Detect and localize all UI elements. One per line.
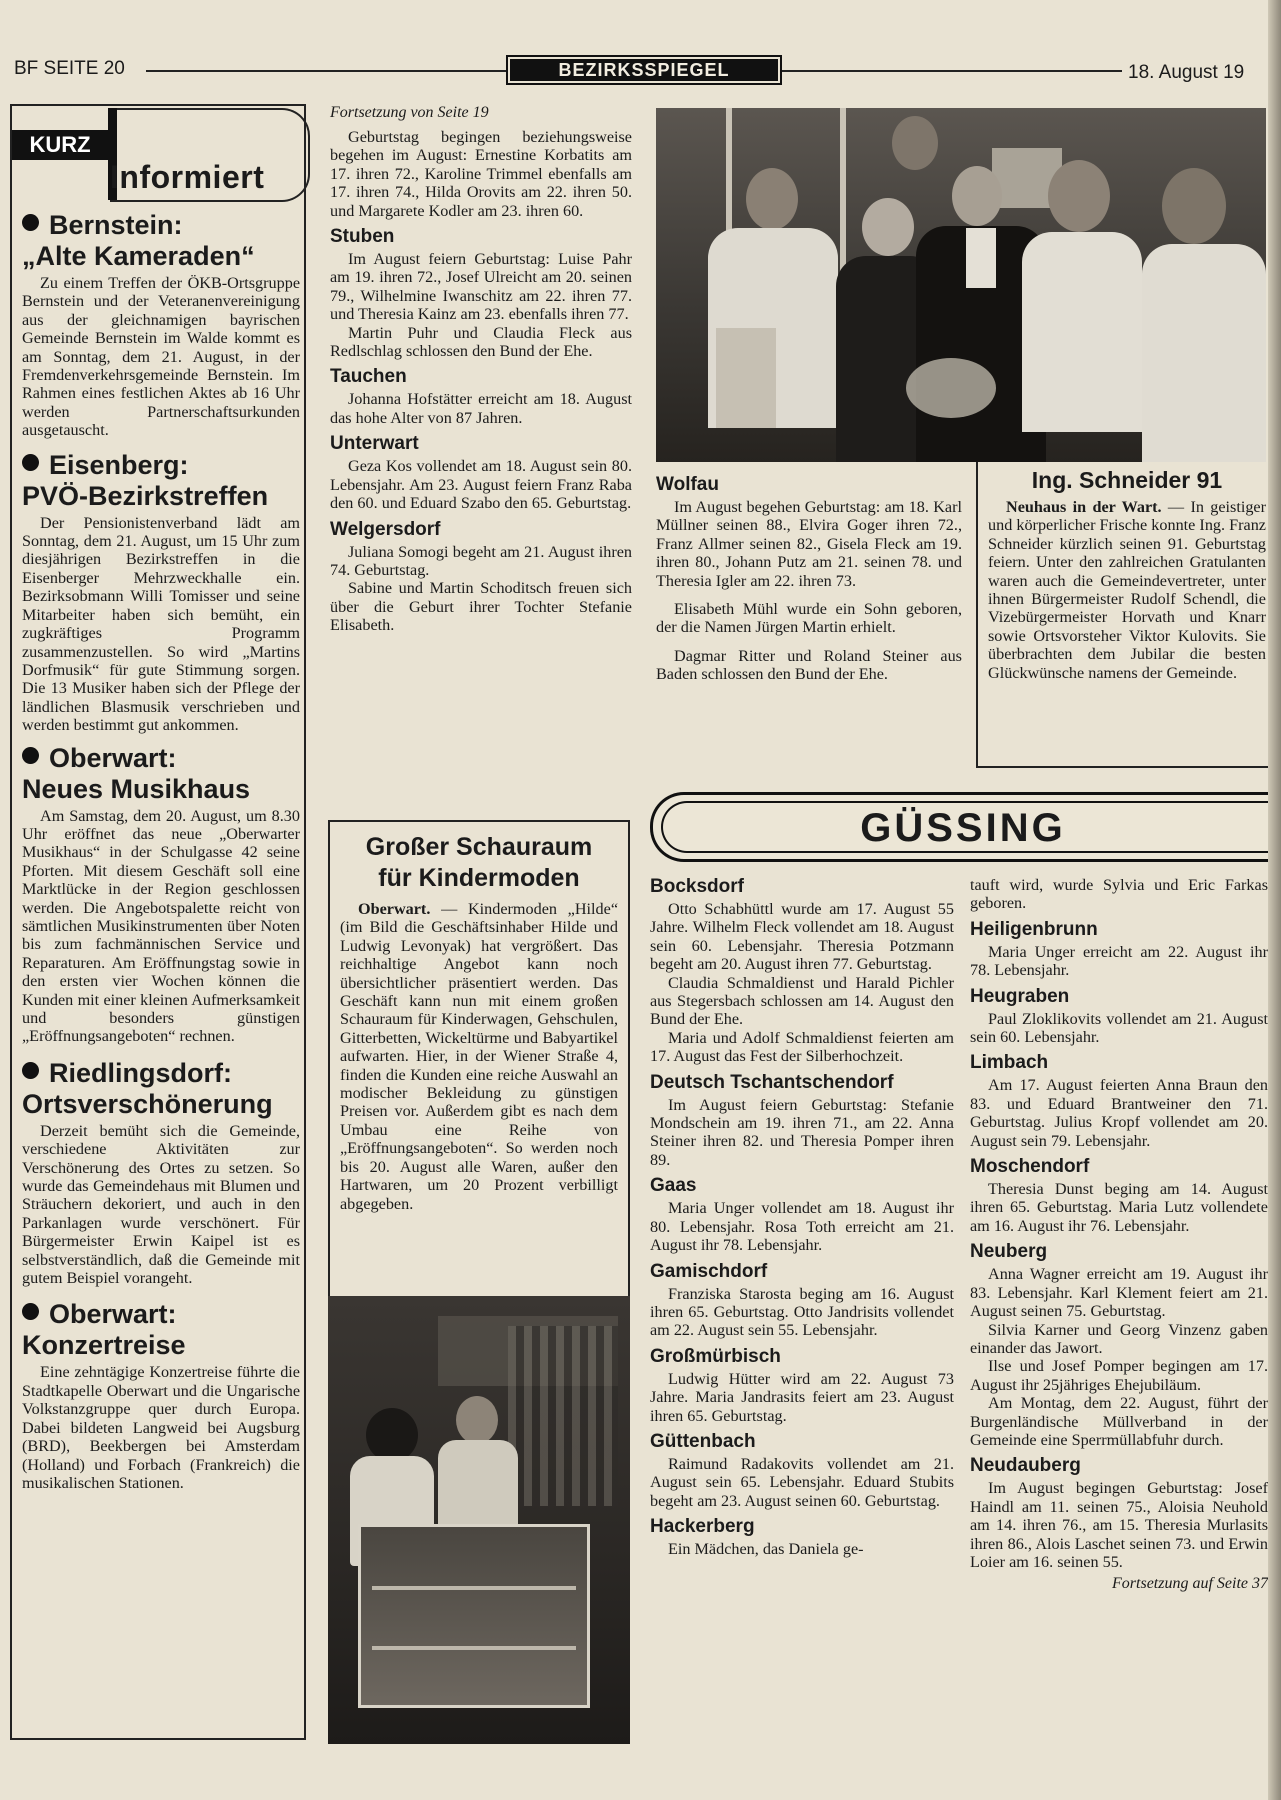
page-label: BF SEITE 20 [14,58,125,79]
photo-person-4-shirt [966,228,996,288]
kurz-header [12,108,310,202]
place-body: Ein Mädchen, das Daniela ge- [668,1540,864,1559]
schauraum-title-line-1: Großer Schauraum [365,833,593,861]
kurz-item-place: Riedlingsdorf: [49,1057,232,1088]
page-edge [1268,0,1281,1800]
kurz-items [22,206,300,1492]
section-banner [506,55,782,85]
kurz-item-body: Eine zehntägige Konzertreise führte die Stadtkapelle Oberwart und die Ungarische Volkstanzgruppe quer durch Europa. Dabei bildeten Langweid bei Augsburg (BRD), Beekbergen bei Amsterdam (Holland) und Forbach (Frankreich) die musikalischen Stationen. [22,1363,300,1492]
place-body: Raimund Radakovits vollendet am 21. August sein 65. Lebensjahr. Eduard Stubits begeht am 23. August seinen 60. Geburtstag. [650,1454,954,1510]
continued-on: Fortsetzung auf Seite 37 [1112,1575,1268,1593]
kurz-item-headline [22,450,300,512]
schneider-dateline: Neuhaus in der Wart. [1006,498,1162,516]
photo-person-5-shirt [1022,232,1142,432]
place-heading: Hackerberg [650,1516,755,1538]
kurz-item-place: Oberwart: [49,1299,177,1330]
place-body: Ludwig Hütter wird am 22. August 73 Jahre. Maria Jandrasits feiert am 23. August ihren 65. Geburtstag. [650,1369,954,1425]
schauraum-title-line-2: für Kindermoden [378,864,580,892]
schneider-body: Neuhaus in der Wart. — In geistiger und körperlicher Frische konnte Ing. Franz Schneider kürzlich seinen 91. Geburtstag feiern. Unter den zahlreichen Gratulanten waren auch die Gemeindevertreter, unter ihnen Bürgermeister Rudolf Schendl, die Vizebürgermeister Horvath und Knarr sowie Ortsvorsteher Viktor Kulovits. Sie überbrachten dem Jubilar die besten Glückwünsche namens der Gemeinde. [988,498,1266,682]
place-heading: Welgersdorf [330,518,441,540]
place-heading: Limbach [970,1052,1049,1074]
place-body: Maria Unger erreicht am 22. August ihr 78. Lebensjahr. [970,942,1268,980]
place-body: Maria Unger vollendet am 18. August ihr 80. Lebensjahr. Rosa Toth erreicht am 21. August ihr 78. Lebensjahr. [650,1199,954,1255]
place-body: Paul Zloklikovits vollendet am 21. August sein 60. Lebensjahr. [970,1009,1268,1047]
kurz-item-body: Zu einem Treffen der ÖKB-Ortsgruppe Bernstein und der Veteranenvereinigung aus der gleichnamigen bayrischen Gemeinde Bernstein im Walde kommt es am Sonntag, dem 21. August, in der Fremdenverkehrsgemeinde Bernstein. Im Rahmen eines festlichen Aktes ab 16 Uhr werden Partnerschaftsurkunden ausgetauscht. [22,274,300,440]
header-rule-left [146,70,506,72]
kurz-item-body: Der Pensionistenverband lädt am Sonntag, dem 21. August, um 15 Uhr zum diesjährigen Bezirkstreffen in die Eisenberger Mehrzweckhalle ein. Bezirksobmann Willi Tomisser und seine Mitarbeiter haben sich bemüht, ein zugkräftiges Programm zusammenzustellen. So wird „Martins Dorfmusik“ für gute Stimmung sorgen. Die 13 Musiker haben sich der Pflege der ländlichen Blasmusik verschrieben und werden bestimmt gut ankommen. [22,513,300,735]
schneider-group-photo [656,108,1266,462]
header-date: 18. August 19 [1128,62,1245,83]
kurz-item-headline [22,210,300,272]
photo-person-5-head [1048,160,1110,232]
kurz-item [22,743,300,1046]
guessing-title: GÜSSING [860,806,1066,850]
place-body: Otto Schabhüttl wurde am 17. August 55 Jahre. Wilhelm Fleck vollendet am 18. August sein 60. Lebensjahr. Theresia Potzmann begeht am 20. August ihren 77. Geburtstag. Claudia Schmaldienst und Harald Pichler aus Stegersbach schlossen am 14. August den Bund der Ehe. Maria und Adolf Schmaldienst feierten am 17. August das Fest der Silberhochzeit. [650,900,954,1066]
schneider-text [988,466,1266,682]
kurz-item-subject: Konzertreise [22,1330,186,1361]
place-heading: Gamischdorf [650,1260,768,1282]
kurz-item-body: Am Samstag, dem 20. August, um 8.30 Uhr eröffnet das neue „Oberwarter Musikhaus“ in der Schulgasse 42 seine Pforten. Mit diesem Geschäft soll eine Marktlücke in der Region geschlossen werden. Die Angebotspalette reicht von sämtlichen Musikinstrumenten über Noten bis zum fachmännischen Service und Reparaturen. Am Eröffnungstag sowie in den ersten vier Wochen können die Kunden mit einer kleinen Aufmerksamkeit und besonders günstigen „Eröffnungsangeboten“ rechnen. [22,806,300,1046]
kurz-item-subject: Neues Musikhaus [22,773,251,804]
photo-person-1-head [746,168,798,230]
place-body: Geza Kos vollendet am 18. August sein 80. Lebensjahr. Am 23. August feiern Franz Raba den 60. und Eduard Szabo den 65. Geburtstag. [330,457,632,513]
place-body: Am 17. August feierten Anna Braun den 83. und Eduard Brantweiner den 71. Geburtstag. Julius Kropf vollendet am 20. August sein 79. Lebensjahr. [970,1076,1268,1150]
kurz-item-headline [22,743,300,805]
shop-photo-clothes-rack [508,1326,618,1506]
place-heading: Heugraben [970,985,1070,1007]
header-rule-right [782,70,1122,72]
shop-photo-man [456,1396,498,1444]
guessing-left-column [650,876,954,1559]
photo-person-3-head [892,116,938,170]
place-body: Im August feiern Geburtstag: Luise Pahr am 19. ihren 72., Josef Ulreicht am 20. seinen 79., Wilhelmine Iwanschitz am 22. ihren 77. und Theresia Kainz am 23. ebenfalls ihren 77. Martin Puhr und Claudia Fleck aus Redlschlag schlossen den Bund der Ehe. [330,250,632,361]
shop-photo-display-case [358,1524,590,1708]
place-heading: Deutsch Tschantschendorf [650,1071,894,1093]
kurz-item-place: Bernstein: [49,210,183,240]
kurz-item-place: Eisenberg: [49,449,189,480]
section-title: BEZIRKSSPIEGEL [510,59,778,81]
place-heading: Unterwart [330,433,419,455]
kurz-item [22,1299,300,1492]
kurz-title: Informiert [110,159,265,195]
place-heading: Bocksdorf [650,876,744,897]
schneider-title: Ing. Schneider 91 [1031,467,1223,493]
shop-photo-case-shelf [372,1586,576,1590]
bullet-icon [22,1062,39,1079]
kurz-item [22,210,300,440]
photo-person-2-head [862,198,914,256]
photo-person-6-head [1162,168,1226,244]
place-heading: Stuben [330,226,395,248]
place-heading: Großmürbisch [650,1345,781,1367]
place-heading: Moschendorf [970,1156,1090,1178]
kurz-item [22,450,300,735]
place-body: Johanna Hofstätter erreicht am 18. August das hohe Alter von 87 Jahren. [330,390,632,427]
photo-person-4-head [952,166,1002,226]
place-heading: Gaas [650,1175,697,1197]
photo-flower-bouquet [906,358,996,418]
place-body: Im August begehen Geburtstag: am 18. Karl Müllner seinen 88., Elvira Goger ihren 72., Franz Allmer seinen 82., Gisela Fleck am 19. ihren 80., Johann Putz am 21. seinen 78. und Theresia Igler am 22. ihren 73. Elisabeth Mühl wurde ein Sohn geboren, der die Namen Jürgen Martin erhielt. Dagmar Ritter und Roland Steiner aus Baden schlossen den Bund der Ehe. [656,498,962,684]
bullet-icon [22,1303,39,1320]
schauraum-text [340,832,618,1213]
continued-from: Fortsetzung von Seite 19 [330,104,489,121]
place-heading: Heiligenbrunn [970,918,1098,940]
schauraum-title [340,832,618,894]
schauraum-dateline: Oberwart. [358,900,431,918]
place-heading: Güttenbach [650,1430,756,1452]
shop-photo [328,1296,630,1744]
place-heading: Neudauberg [970,1455,1081,1477]
place-body: Im August feiern Geburtstag: Stefanie Mondschein am 19. ihren 71., am 22. Anna Steiner ihren 82. und Theresia Pomper ihren 89. [650,1095,954,1169]
guessing-right-column [970,876,1268,1593]
place-heading: Neuberg [970,1241,1048,1263]
kurz-item-place: Oberwart: [49,742,177,773]
bullet-icon [22,214,39,231]
place-heading: Tauchen [330,366,407,388]
kurz-tag: KURZ [12,130,108,160]
kurz-item-body: Derzeit bemüht sich die Gemeinde, verschiedene Aktivitäten zur Verschönerung des Ortes zu setzen. So wurde das Gemeindehaus mit Blumen und Sträuchern dekoriert, und auch in den Parkanlagen wurde verschönert. Für Bürgermeister Erwin Kaipel ist es selbstverständlich, daß die Gemeinde mit gutem Beispiel vorangeht. [22,1121,300,1288]
bullet-icon [22,747,39,764]
kurz-item-headline [22,1299,300,1361]
wolfau-section [656,470,962,684]
intro-paragraph: Geburtstag begingen beziehungsweise begehen im August: Ernestine Korbatits am 17. ihren 72., Karoline Trimmel ebenfalls am 17. ihren 74., Hilda Orovits am 22. ihren 50. und Margarete Kodler am 23. ihren 60. [330,128,632,220]
schauraum-body: Oberwart. — Kindermoden „Hilde“ (im Bild die Geschäftsinhaber Hilde und Ludwig Levonyak) hat vergrößert. Das reichhaltige Angebot kann noch übersichtlicher präsentiert werden. Das Geschäft kann nun mit einem großen Schauraum für Kinderwagen, Gehschulen, Gitterbetten, Wickeltürme und Babyartikel aufwarten. Hier, in der Wiener Straße 4, finden die Kunden eine reiche Auswahl an modischer Bekleidung zu günstigen Preisen vor. Außerdem gibt es nach dem Umbau eine Reihe von „Eröffnungsangeboten“. So werden noch bis 20. August alle Waren, außer den Hartwaren, um 20 Prozent verbilligt abgegeben. [340,900,619,1213]
column-2-text [330,104,632,635]
kurz-item [22,1058,300,1288]
place-body: Theresia Dunst beging am 14. August ihren 65. Geburtstag. Maria Lutz vollendete am 16. August ihr 76. Lebensjahr. [970,1180,1268,1235]
place-body: Im August begingen Geburtstag: Josef Haindl am 11. seinen 75., Aloisia Neuhold am 14. ihren 76., am 15. Theresia Murlasits ihren 86., Alois Laschet seinen 73. und Erwin Loier am 16. seinen 55. [970,1479,1268,1571]
kurz-item-subject: PVÖ-Bezirkstreffen [22,480,269,511]
kurz-item-subject: Ortsverschönerung [22,1088,273,1119]
place-body: tauft wird, wurde Sylvia und Eric Farkas geboren. [970,876,1268,913]
place-body: Juliana Somogi begeht am 21. August ihren 74. Geburtstag. Sabine und Martin Schoditsch freuen sich über die Geburt ihrer Tochter Stefanie Elisabeth. [330,542,632,635]
shop-photo-case-shelf [372,1646,576,1650]
kurz-item-headline [22,1058,300,1120]
shop-photo-woman [366,1408,418,1462]
place-body: Franziska Starosta beging am 16. August ihren 65. Geburtstag. Otto Jandrisits vollendet am 22. August sein 55. Lebensjahr. [650,1284,954,1340]
photo-gift-package [716,328,776,428]
bullet-icon [22,454,39,471]
place-heading: Wolfau [656,474,719,495]
kurz-item-subject: „Alte Kameraden“ [22,241,255,271]
guessing-banner [650,792,1270,862]
place-body: Anna Wagner erreicht am 19. August ihr 83. Lebensjahr. Karl Klement feiert am 21. August seinen 75. Geburtstag. Silvia Karner und Georg Vinzenz gaben einander das Jawort. Ilse und Josef Pomper begingen am 17. August ihr 25jähriges Ehejubiläum. Am Montag, dem 22. August, führt der Burgenländische Müllverband in der Gemeinde eine Sperrmüllabfuhr durch. [970,1265,1268,1449]
photo-person-6-shirt [1142,244,1266,462]
